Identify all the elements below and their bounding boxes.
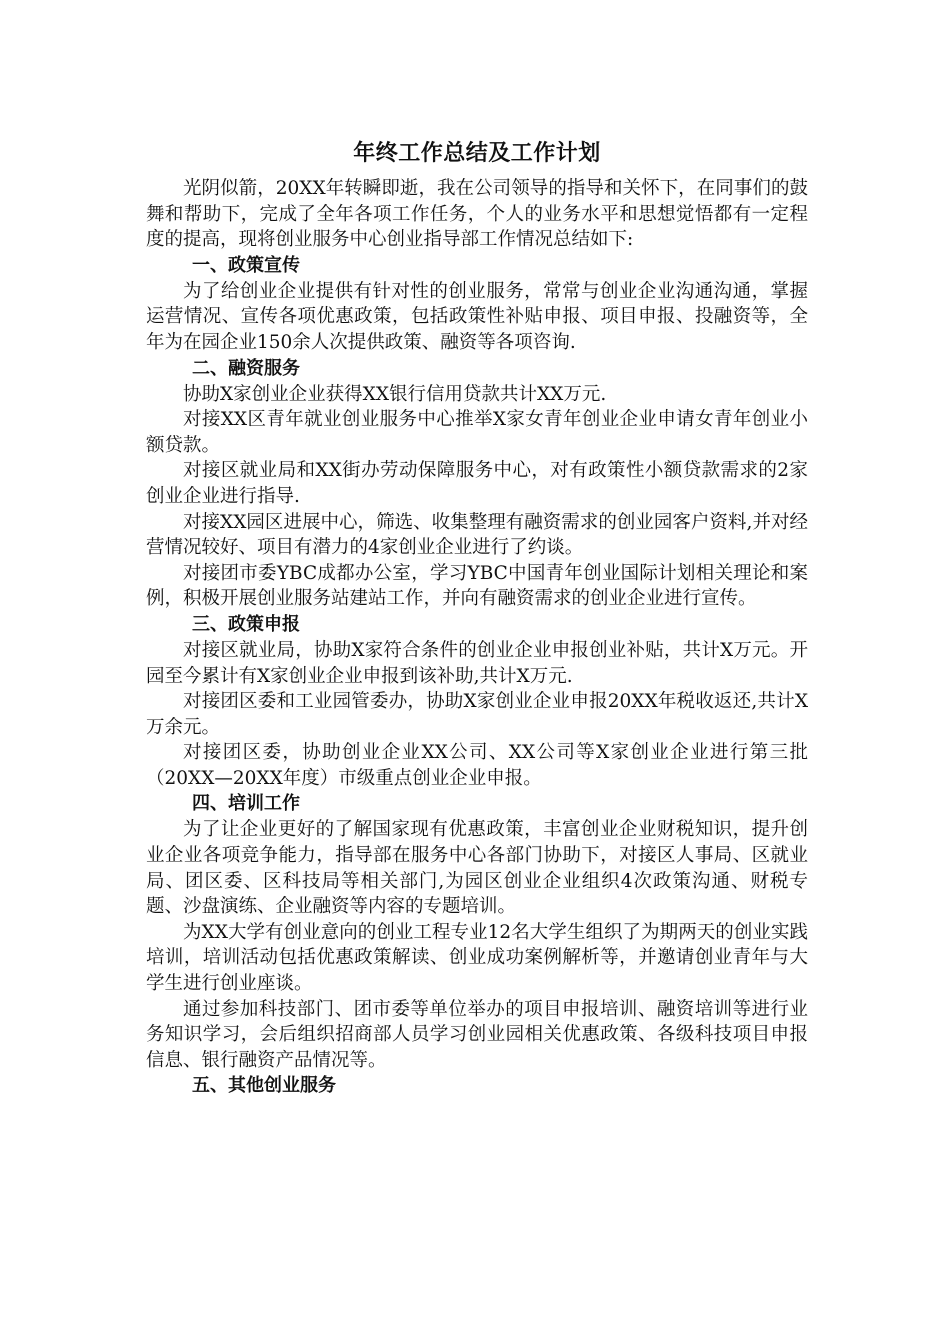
section-financing-service (146, 356, 808, 612)
section-paragraph: 为XX大学有创业意向的创业工程专业12名大学生组织了为期两天的创业实践培训，培训活动包括优惠政策解读、创业成功案例解析等，并邀请创业青年与大学生进行创业座谈。 (146, 921, 808, 995)
section-paragraph: 对接团市委YBC成都办公室，学习YBC中国青年创业国际计划相关理论和案例，积极开展创业服务站建站工作，并向有融资需求的创业企业进行宣传。 (146, 562, 808, 610)
section-paragraph: 通过参加科技部门、团市委等单位举办的项目申报培训、融资培训等进行业务知识学习，会后组织招商部人员学习创业园相关优惠政策、各级科技项目申报信息、银行融资产品情况等。 (146, 998, 808, 1071)
section-heading: 一、政策宣传 (192, 254, 300, 276)
section-training-work (146, 791, 808, 1073)
section-paragraph: 对接团区委和工业园管委办，协助X家创业企业申报20XX年税收返还,共计X万余元。 (146, 691, 808, 738)
document-title: 年终工作总结及工作计划 (353, 141, 601, 166)
document-body (146, 138, 808, 1099)
section-other-services (146, 1073, 808, 1099)
section-policy-promotion (146, 253, 808, 356)
section-policy-application (146, 612, 808, 792)
section-heading: 四、培训工作 (192, 793, 300, 815)
section-paragraph: 对接区就业局，协助X家符合条件的创业企业申报创业补贴，共计X万元。开园至今累计有X家创业企业申报到该补助,共计X万元. (146, 639, 808, 687)
section-paragraph: 为了让企业更好的了解国家现有优惠政策，丰富创业企业财税知识，提升创业企业各项竞争能力，指导部在服务中心各部门协助下，对接区人事局、区就业局、团区委、区科技局等相关部门,为园区创业企业组织4次政策沟通、财税专题、沙盘演练、企业融资等内容的专题培训。 (146, 819, 808, 918)
section-paragraph: 对接XX区青年就业创业服务中心推举X家女青年创业企业申请女青年创业小额贷款。 (146, 409, 808, 456)
section-paragraph: 为了给创业企业提供有针对性的创业服务，常常与创业企业沟通沟通，掌握运营情况、宣传各项优惠政策，包括政策性补贴申报、项目申报、投融资等，全年为在园企业150余人次提供政策、融资等各项咨询. (146, 280, 808, 353)
section-heading: 三、政策申报 (192, 613, 300, 635)
section-paragraph: 对接团区委，协助创业企业XX公司、XX公司等X家创业企业进行第三批（20XX—20XX年度）市级重点创业企业申报。 (146, 742, 808, 789)
section-heading: 五、其他创业服务 (192, 1075, 336, 1097)
section-paragraph: 协助X家创业企业获得XX银行信用贷款共计XX万元. (183, 383, 607, 405)
section-paragraph: 对接XX园区进展中心，筛选、收集整理有融资需求的创业园客户资料,并对经营情况较好、项目有潜力的4家创业企业进行了约谈。 (146, 511, 808, 559)
section-heading: 二、融资服务 (192, 357, 300, 379)
section-paragraph: 对接区就业局和XX街办劳动保障服务中心，对有政策性小额贷款需求的2家创业企业进行指导. (146, 460, 808, 507)
intro-paragraph: 光阴似箭，20XX年转瞬即逝，我在公司领导的指导和关怀下，在同事们的鼓舞和帮助下，完成了全年各项工作任务，个人的业务水平和思想觉悟都有一定程度的提高，现将创业服务中心创业指导部工作情况总结如下: (146, 178, 808, 251)
